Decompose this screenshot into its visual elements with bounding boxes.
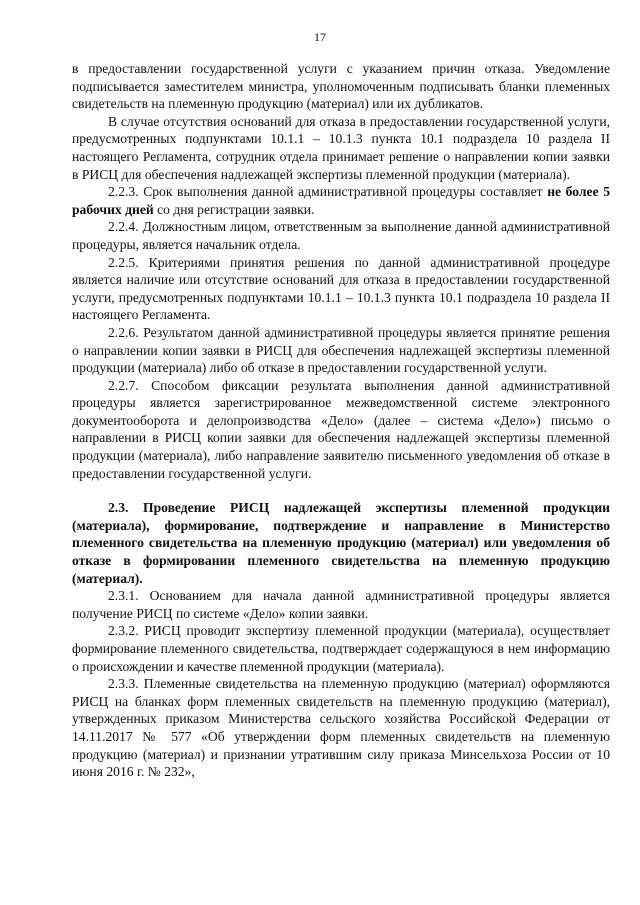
paragraph: 2.2.4. Должностным лицом, ответственным за выполнение данной административной процедуры, является начальник отдела.	[72, 219, 610, 252]
paragraph: в предоставлении государственной услуги с указанием причин отказа. Уведомление подписывается заместителем министра, уполномоченным подписывать бланки племенных свидетельств на племенную продукцию (материал) или их дубликатов.	[72, 61, 610, 112]
paragraph: 2.2.6. Результатом данной административной процедуры является принятие решения о направлении копии заявки в РИСЦ для обеспечения надлежащей экспертизы племенной продукции (материала) либо об отказе в предоставлении государственной услуги.	[72, 324, 610, 376]
paragraph: 2.3.1. Основанием для начала данной административной процедуры является получение РИСЦ по системе «Дело» копии заявки.	[72, 588, 610, 621]
document-body	[72, 60, 610, 781]
paragraph: 2.3.2. РИСЦ проводит экспертизу племенной продукции (материала), осуществляет формирование племенного свидетельства, подтверждает содержащуюся в нем информацию о происхождении и качестве племенной продукции (материала).	[72, 623, 610, 674]
spacer	[72, 482, 610, 499]
paragraph-text: со дня регистрации заявки.	[153, 201, 315, 217]
page-number: 17	[314, 30, 326, 44]
paragraph-bold-text: не более 5 рабочих дней	[72, 184, 611, 217]
paragraph: В случае отсутствия оснований для отказа в предоставлении государственной услуги, предусмотренных подпунктами 10.1.1 – 10.1.3 пункта 10.1 подраздела 10 раздела II настоящего Регламента, сотрудник отдела принимает решение о направлении копии заявки в РИСЦ для обеспечения надлежащей экспертизы племенной продукции (материала).	[72, 113, 610, 182]
paragraph: 2.2.5. Критериями принятия решения по данной административной процедуре является наличие или отсутствие оснований для отказа в предоставлении государственной услуги, предусмотренных подпунктами 10.1.1 – 10.1.3 пункта 10.1 подраздела 10 раздела II настоящего Регламента.	[72, 254, 610, 323]
paragraph: 2.2.7. Способом фиксации результата выполнения данной административной процедуры является зарегистрированное межведомственной системе электронного документооборота и делопроизводства «Дело» (далее – система «Дело») письмо о направлении в РИСЦ копии заявки для обеспечения надлежащей экспертизы племенной продукции (материала), либо направление заявителю письменного уведомления об отказе в предоставлении государственной услуги.	[72, 377, 610, 481]
paragraph	[72, 183, 610, 218]
section-heading: 2.3. Проведение РИСЦ надлежащей экспертизы племенной продукции (материала), формирование, подтверждение и направление в Министерство племенного свидетельства на племенную продукцию (материал) или уведомления об отказе в формировании племенного свидетельства на племенную продукцию (материал).	[72, 500, 610, 586]
paragraph-text: 2.2.3. Срок выполнения данной административной процедуры составляет	[108, 184, 548, 200]
paragraph: 2.3.3. Племенные свидетельства на племенную продукцию (материал) оформляются РИСЦ на бланках форм племенных свидетельств на племенную продукцию (материал), утвержденных приказом Министерства сельского хозяйства Российской Федерации от 14.11.2017 № 577 «Об утверждении форм племенных свидетельств на племенную продукцию (материал) и признании утратившим силу приказа Минсельхоза России от 10 июня 2016 г. № 232»,	[72, 676, 610, 780]
